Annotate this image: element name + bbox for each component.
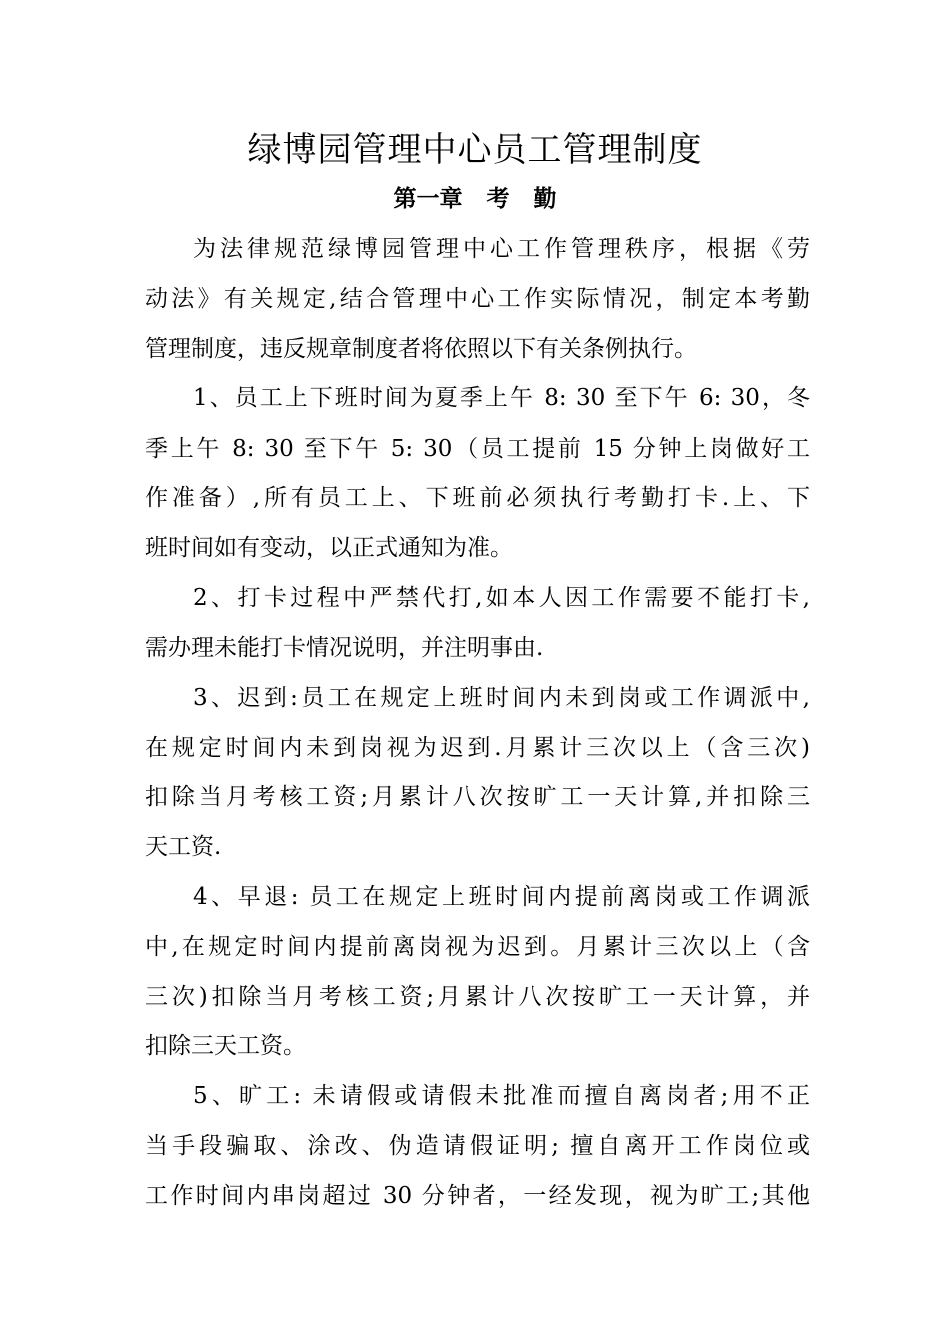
clause-5-line-1: 5、旷工: 未请假或请假未批准而擅自离岗者;用不正 <box>193 1083 810 1109</box>
intro-line-2: 动法》有关规定,结合管理中心工作实际情况，制定本考勤 <box>145 286 810 312</box>
clause-3-line-4: 天工资. <box>145 834 222 860</box>
clause-4-line-4: 扣除三天工资。 <box>145 1033 306 1059</box>
clause-1-line-4: 班时间如有变动，以正式通知为准。 <box>145 535 513 561</box>
intro-line-3: 管理制度，违反规章制度者将依照以下有关条例执行。 <box>145 336 697 362</box>
intro-line-1: 为法律规范绿博园管理中心工作管理秩序，根据《劳 <box>193 236 810 262</box>
clause-1-line-1: 1、员工上下班时间为夏季上午 8: 30 至下午 6: 30，冬 <box>193 385 810 411</box>
clause-4-line-2: 中,在规定时间内提前离岗视为迟到。月累计三次以上（含 <box>145 934 810 960</box>
clause-5-line-2: 当手段骗取、涂改、伪造请假证明; 擅自离开工作岗位或 <box>145 1133 810 1159</box>
document-title: 绿博园管理中心员工管理制度 <box>247 130 703 170</box>
clause-4-line-3: 三次)扣除当月考核工资;月累计八次按旷工一天计算，并 <box>145 984 810 1010</box>
clause-1-line-2: 季上午 8: 30 至下午 5: 30（员工提前 15 分钟上岗做好工 <box>145 436 810 462</box>
clause-3-line-2: 在规定时间内未到岗视为迟到.月累计三次以上（含三次) <box>145 735 810 761</box>
clause-1-line-3: 作准备）,所有员工上、下班前必须执行考勤打卡.上、下 <box>145 485 810 511</box>
chapter-heading: 第一章 考 勤 <box>393 186 557 212</box>
clause-3-line-3: 扣除当月考核工资;月累计八次按旷工一天计算,并扣除三 <box>145 784 810 810</box>
clause-5-line-3: 工作时间内串岗超过 30 分钟者，一经发现，视为旷工;其他 <box>145 1183 810 1209</box>
clause-3-line-1: 3、迟到:员工在规定上班时间内未到岗或工作调派中, <box>193 685 810 711</box>
clause-2-line-2: 需办理未能打卡情况说明，并注明事由. <box>145 635 544 661</box>
clause-2-line-1: 2、打卡过程中严禁代打,如本人因工作需要不能打卡, <box>193 585 810 611</box>
clause-4-line-1: 4、早退: 员工在规定上班时间内提前离岗或工作调派 <box>193 884 810 910</box>
